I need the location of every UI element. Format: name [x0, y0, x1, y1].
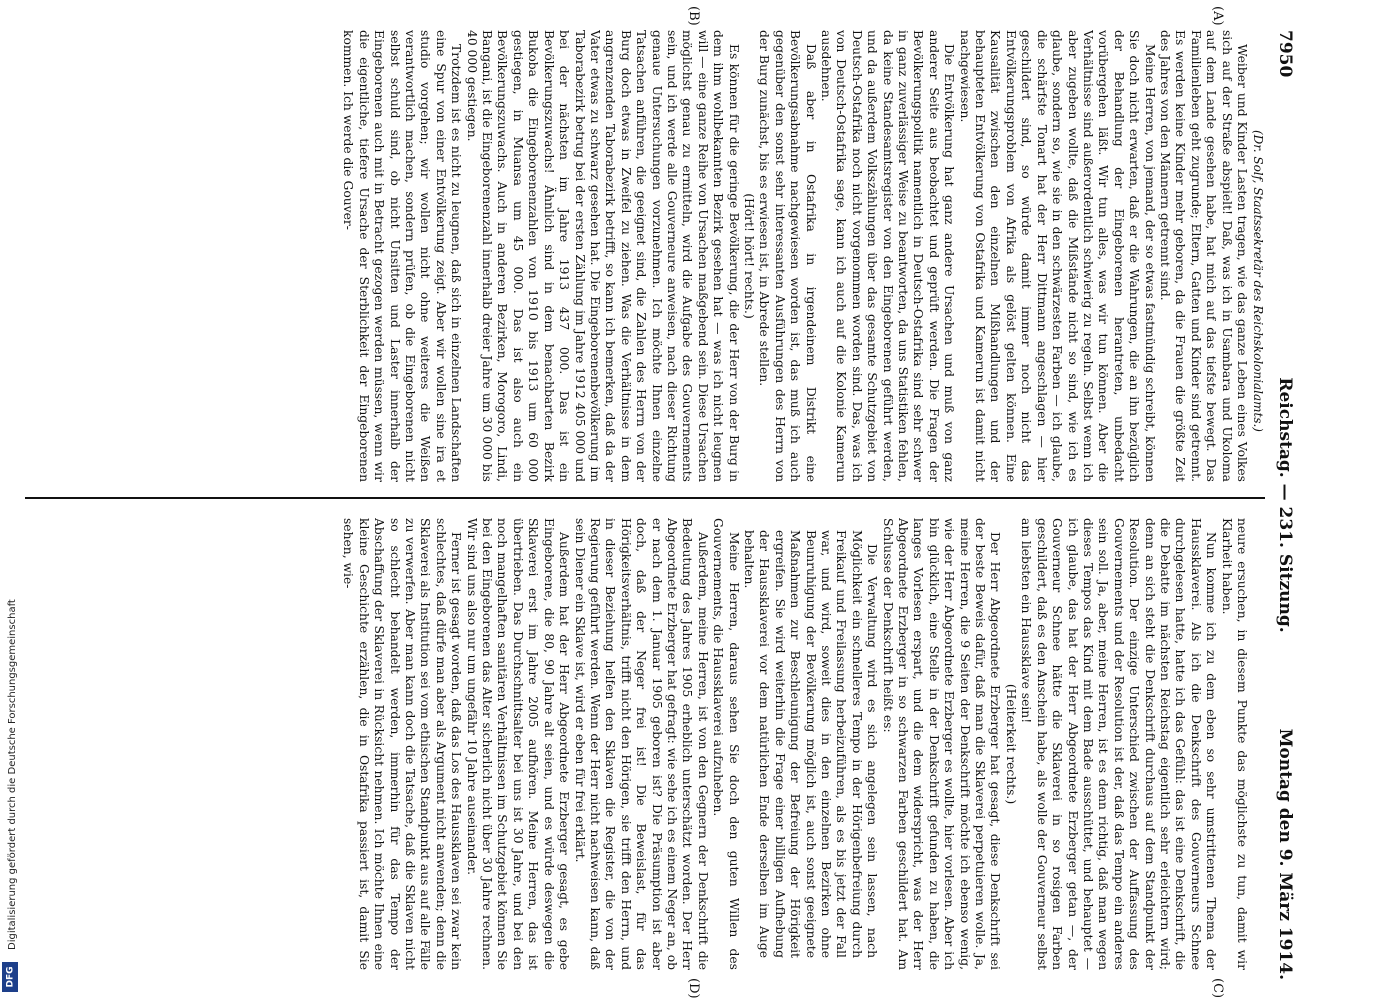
header-date: Montag den 9. März 1914. — [1275, 728, 1295, 980]
text-column-left — [29, 30, 1249, 482]
paragraph: Außerdem hat der Herr Abgeordnete Erzberger gesagt, es gebe Eingeborene, die 80, 90 Jahre alt seien, und es würde deswegen die Sklaverei erst im Jahre 2005 aufhören. Meine Herren, das ist übertrieben. Das Durchschnittsalter bei uns ist 30 Jahre, und bei den noch mangelhaften sanitären Verhältnissen im Schutzgebiet können Sie bei den Eingeborenen das Alter sicherlich nicht über 30 Jahre rechnen. Wir sind uns also nur um ungefähr 10 Jahre auseinander. — [464, 518, 572, 970]
page-number: 7950 — [1275, 30, 1295, 78]
digitization-credit — [2, 14, 18, 994]
paragraph: Nun komme ich zu dem eben so sehr umstrittenen Thema der Haussklaverei. Als ich die Denkschrift des Gouverneurs Schnee durchgelesen hatte, hatte ich das Gefühl: das ist eine Denkschrift, die die Debatte im nächsten Reichstag eigentlich sehr erleichtern wird; denn an sich steht die Denkschrift durchaus auf dem Standpunkt der Resolution. Der einzige Unterschied zwischen der Auffassung des Gouvernements und der Resolution ist der, daß das Tempo ein anderes sein soll. Ja, aber, meine Herren, ist es denn richtig, daß man wegen dieses Tempos das Kind mit dem Bade ausschüttet, und behauptet — ich glaube, das hat der Herr Abgeordnete Erzberger getan —, der Gouverneur Schnee hätte die Sklaverei in so rosigen Farben geschildert, daß es den Anschein habe, als wolle der Gouverneur selbst am liebsten ein Haussklave sein! — [1019, 518, 1219, 970]
paragraph: Weiber und Kinder Lasten tragen, wie das ganze Leben eines Volkes sich auf der Straße abspielt! Daß, was ich in Usambara und Ukoloma auf dem Lande gesehen habe, hat mich auf das tiefste bewegt. Das Familienleben geht zugrunde; Eltern, Gatten und Kinder sind getrennt. Es werden keine Kinder mehr geboren, da die Frauen die größte Zeit des Jahres von den Männern getrennt sind. — [1157, 30, 1249, 482]
paragraph: Es können für die geringe Bevölkerung, die der Herr von der Burg in dem ihm wohlbekannten Bezirk gesehen hat — was ich nicht leugnen will — eine ganze Reihe von Ursachen maßgebend sein. Diese Ursachen möglichst genau zu ermitteln, wird die Aufgabe des Gouvernements sein, und ich werde alle Gouverneure anweisen, nach dieser Richtung genaue Untersuchungen vorzunehmen. Ich möchte Ihnen einzelne Tatsachen anführen, die geeignet sind, die Zahlen des Herrn von der Burg doch etwas in Zweifel zu ziehen. Was die Verhältnisse in dem angrenzenden Taborabezirk betrifft, so kann ich bemerken, daß da der Vater etwas zu schwarz gesehen hat. Die Eingeborenenbevölkerung im Taborabezirk betrug bei der ersten Zählung im Jahre 1912 405 000 und bei der nächsten im Jahre 1913 437 000. Das ist ein Bevölkerungszuwachs! Ähnlich sind in dem benachbarten Bezirk Bukoba die Eingeborenenzahlen von 1910 bis 1913 um 60 000 gestiegen, in Muansa um 45 000. Das ist also auch ein Bevölkerungszuwachs. Auch in anderen Bezirken, Morogoro, Lindi, Bangani, ist die Eingeborenenzahl innerhalb dreier Jahre um 30 000 bis 40 000 gestiegen. — [464, 30, 741, 482]
text-column-right — [29, 518, 1249, 970]
paragraph: Meine Herren, daraus sehen Sie doch den guten Willen des Gouvernements, die Haussklaverei aufzuheben. — [711, 518, 741, 970]
header-session-title: Reichstag. — 231. Sitzung. — [1275, 377, 1295, 633]
interjection: (Heiterkeit rechts.) — [1003, 683, 1018, 805]
paragraph: Meine Herren, von jemand, der so etwas fastmündig schreibt, können Sie doch nicht erwarten, daß er die Wahrungen, die an ihn bezüglich der Behandlung der Eingeborenen herantreten, unbedacht vorübergehen läßt. Wir tun alles, was wir tun können. Aber die Verhältnisse sind außerordentlich schwierig zu regeln. Selbst wenn ich aber zugeben wollte, daß die Mißstände nicht so sind, wie ich es glaube, sondern so, wie sie in den schwärzesten Farben — ich glaube, die schärfste Tonart hat der Herr Dittmann angeschlagen — hier geschildert sind, so würde damit immer noch nicht das Entvölkerungsproblem von Afrika als gelöst gelten können. Eine Kausalität zwischen den einzelnen Mißhandlungen und der behaupteten Entvölkerung von Ostafrika und Kamerun ist damit nicht nachgewiesen. — [957, 30, 1157, 482]
dfg-logo — [2, 962, 18, 992]
speaker-line: (Dr. Solf, Staatssekretär des Reichskolonialamts.) — [1251, 130, 1265, 432]
paragraph: Außerdem, meine Herren, ist von den Gegnern der Denkschrift die Bedeutung des Jahres 1905 erheblich unterschätzt worden. Der Herr Abgeordnete Erzberger hat gefragt: wie sehe ich es einem Neger an, ob er nach dem 1. Januar 1905 geboren ist? Die Präsumption ist aber doch, daß der Neger frei ist! Die Beweislast, für das Hörigkeitsverhältnis, trifft nicht den Hörigen, sie trifft den Herrn, und in dieser Beziehung helfen den Sklaven die Register, die von der Regierung geführt werden. Wenn der Herr nicht nachweisen kann, daß sein Diener ein Sklave ist, wird er eben für frei erklärt. — [572, 518, 710, 970]
paragraph: Die Entvölkerung hat ganz andere Ursachen und muß von ganz anderer Seite aus beobachtet und geprüft werden. Die Fragen der Bevölkerungspolitik namentlich in Deutsch-Ostafrika sind sehr schwer in ganz zuverlässiger Weise zu beantworten, da uns Statistiken fehlen, da keine Standesamtsregister von den Eingeborenen geführt werden, und da außerdem Volkszählungen über das gesamte Schutzgebiet von Deutsch-Ostafrika noch nicht vorgenommen worden sind. Das, was ich von Deutsch-Ostafrika sage, kann ich auch auf die Kolonie Kamerun ausdehnen. — [819, 30, 957, 482]
margin-mark-d: (D) — [686, 978, 701, 999]
paragraph: Der Herr Abgeordnete Erzberger hat gesagt, diese Denkschrift sei der beste Beweis dafür, daß man die Sklaverei perpetuieren wolle. Ja, meine Herren, die 9 Seiten der Denkschrift möchte ich ebenso wenig, wie der Herr Abgeordnete Erzberger es wollte, hier vorlesen. Aber ich bin glücklich, eine Stelle in der Denkschrift gefunden zu haben, die langes Vorlesen erspart, und die dem widerspricht, was der Herr Abgeordnete Erzberger in so schwarzen Farben geschildert hat. Am Schlusse der Denkschrift heißt es: — [880, 518, 1003, 970]
running-header — [1271, 30, 1299, 980]
quoted-passage: Die Verwaltung wird es sich angelegen sein lassen, nach Möglichkeit ein schnelleres Tempo in der Hörigenbefreiung durch Freikauf und Freilassung herbeizuführen, als es bis jetzt der Fall war, und wird, soweit dies in den einzelnen Bezirken ohne Beunruhigung der Bevölkerung möglich ist, auch sonst geeignete Maßnahmen zur Beschleunigung der Befreiung der Hörigkeit ergreifen. Sie wird weiterhin die Frage einer billigen Aufhebung der Haussklaverei vor dem natürlichen Ende derselben im Auge behalten. — [742, 530, 880, 958]
rotated-document-page — [5, 0, 1305, 1000]
paragraph: Ferner ist gesagt worden, daß das Los des Haussklaven sei zwar kein schlechtes, daß dürfe man aber als Argument nicht anwenden; denn die Sklaverei als Institution sei vom ethischen Standpunkt aus auf alle Fälle zu verwerfen. Aber man kann doch die Tatsache, daß die Sklaven nicht so schlecht behandelt werden, immerhin für das Tempo der Abschaffung der Sklaverei in Rücksicht nehmen. Ich möchte Ihnen eine kleine Geschichte erzählen, die in Ostafrika passiert ist, damit Sie sehen, wie- — [341, 518, 464, 970]
paragraph: Daß aber in Ostafrika in irgendeinem Distrikt eine Bevölkerungsabnahme nachgewiesen worden ist, das muß ich auch gegenüber den sonst sehr interessanten Ausführungen des Herrn von der Burg zunächst, bis es erwiesen ist, in Abrede stellen. — [757, 30, 818, 482]
column-divider — [25, 497, 1265, 499]
margin-mark-c: (C) — [1210, 978, 1225, 999]
interjection: (Hört! hört! rechts.) — [742, 193, 756, 319]
dfg-logo-text: DFG — [5, 966, 16, 988]
paragraph: Trotzdem ist es nicht zu leugnen, daß sich in einzelnen Landschaften eine Spur von einer Entvölkerung zeigt. Aber wir wollen sine ira et studio vorgehen; wir wollen nicht ohne weiteres die Weißen verantwortlich machen, sondern prüfen, ob die Eingeborenen nicht selbst schuld sind, ob nicht Unsitten und Laster innerhalb der Eingeborenen auch mit in Betracht gezogen werden müssen, wenn wir die eigentliche, tiefere Ursache der Sterblichkeit der Eingeborenen kommen. Ich werde die Gouver- — [341, 30, 464, 482]
margin-mark-a: (A) — [1210, 6, 1225, 26]
margin-mark-b: (B) — [686, 6, 701, 26]
paragraph: neure ersuchen, in diesem Punkte das möglichste zu tun, damit wir Klarheit haben. — [1219, 518, 1249, 970]
credit-text: Digitalisierung gefördert durch die Deutsche Forschungsgemeinschaft — [7, 599, 18, 950]
